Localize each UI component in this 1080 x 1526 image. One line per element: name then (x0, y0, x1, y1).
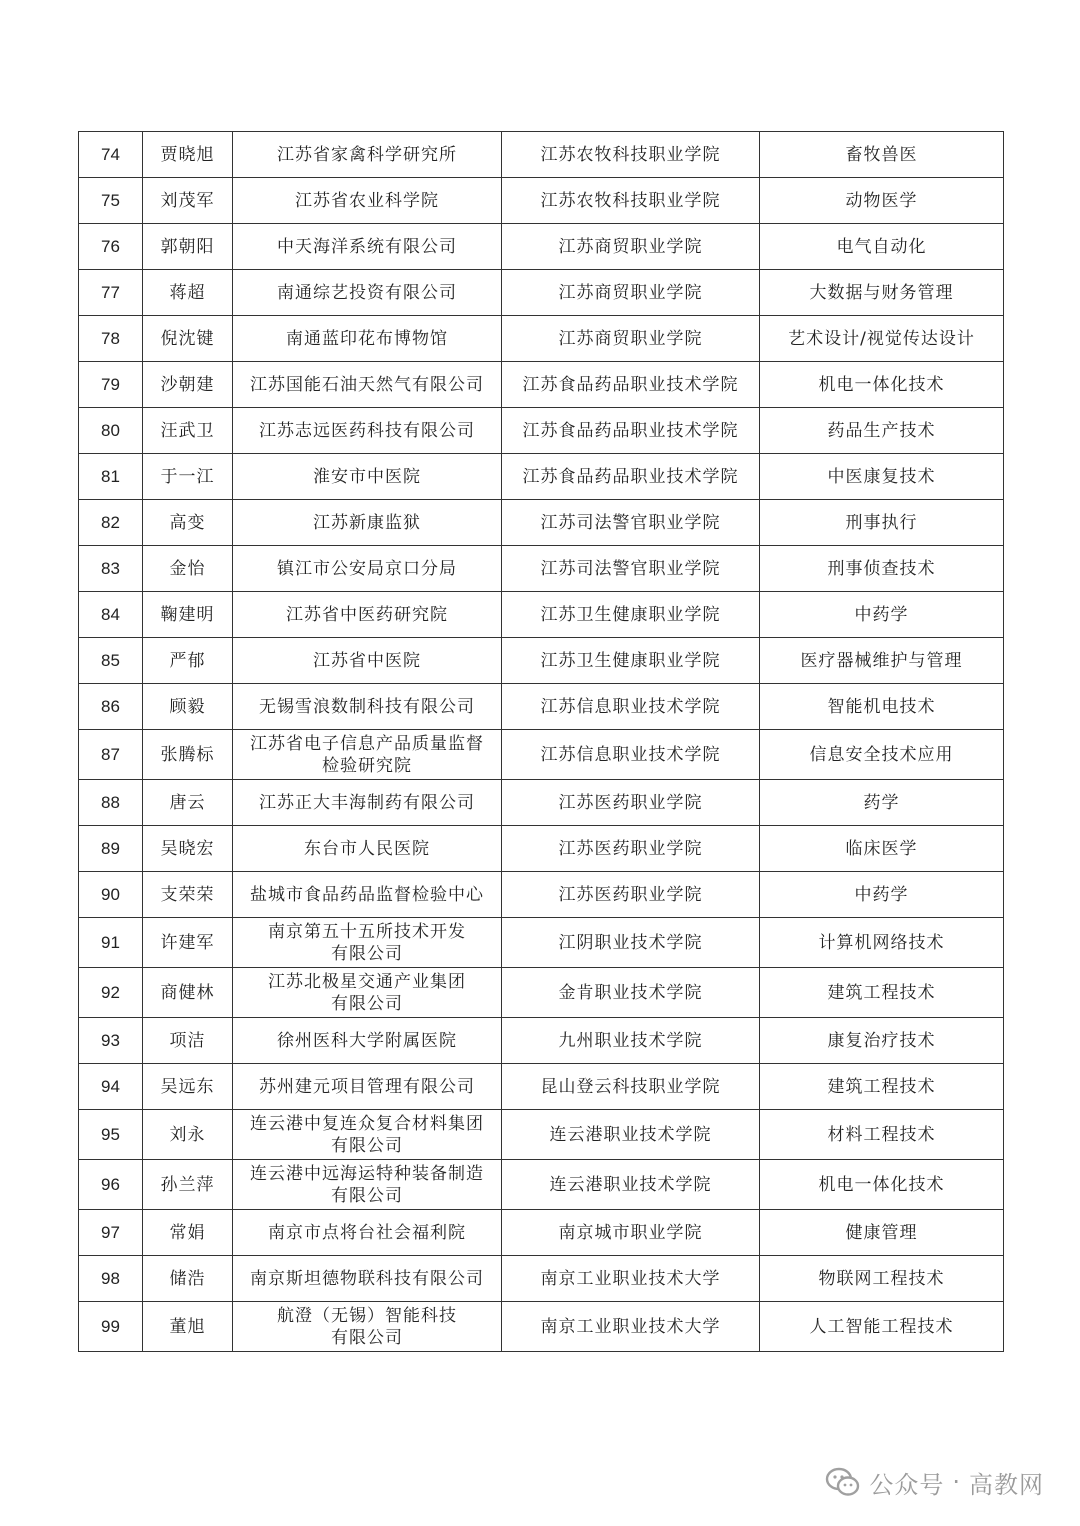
cell-name: 储浩 (143, 1256, 233, 1302)
cell-name: 贾晓旭 (143, 132, 233, 178)
cell-major: 信息安全技术应用 (760, 730, 1004, 780)
table-row (79, 132, 1004, 178)
cell-number: 85 (79, 638, 143, 684)
organization-line: 检验研究院 (322, 755, 412, 776)
cell-organization (233, 270, 502, 316)
cell-major: 畜牧兽医 (760, 132, 1004, 178)
cell-school: 江苏卫生健康职业学院 (502, 638, 760, 684)
table-row (79, 1018, 1004, 1064)
cell-number: 86 (79, 684, 143, 730)
cell-school: 连云港职业技术学院 (502, 1110, 760, 1160)
cell-number: 97 (79, 1210, 143, 1256)
cell-organization (233, 638, 502, 684)
cell-school: 江苏医药职业学院 (502, 780, 760, 826)
cell-major: 临床医学 (760, 826, 1004, 872)
cell-name: 郭朝阳 (143, 224, 233, 270)
cell-number: 95 (79, 1110, 143, 1160)
cell-name: 商健林 (143, 968, 233, 1018)
cell-number: 96 (79, 1160, 143, 1210)
cell-name: 倪沈键 (143, 316, 233, 362)
cell-name: 许建军 (143, 918, 233, 968)
cell-name: 刘茂军 (143, 178, 233, 224)
organization-line: 淮安市中医院 (313, 466, 421, 487)
organization-line: 南通综艺投资有限公司 (277, 282, 457, 303)
cell-school: 金肯职业技术学院 (502, 968, 760, 1018)
organization-line: 江苏正大丰海制药有限公司 (259, 792, 475, 813)
cell-school: 南京城市职业学院 (502, 1210, 760, 1256)
table-row (79, 1110, 1004, 1160)
cell-organization (233, 500, 502, 546)
cell-school: 江苏医药职业学院 (502, 826, 760, 872)
roster-body (79, 132, 1004, 1352)
cell-school: 连云港职业技术学院 (502, 1160, 760, 1210)
table-row (79, 684, 1004, 730)
cell-school: 江苏食品药品职业技术学院 (502, 408, 760, 454)
cell-major: 建筑工程技术 (760, 968, 1004, 1018)
table-row (79, 408, 1004, 454)
table-row (79, 780, 1004, 826)
cell-number: 82 (79, 500, 143, 546)
cell-organization (233, 132, 502, 178)
table-row (79, 316, 1004, 362)
cell-organization (233, 1160, 502, 1210)
cell-number: 99 (79, 1302, 143, 1352)
cell-school: 江苏食品药品职业技术学院 (502, 362, 760, 408)
cell-name: 汪武卫 (143, 408, 233, 454)
cell-number: 76 (79, 224, 143, 270)
cell-major: 材料工程技术 (760, 1110, 1004, 1160)
table-row (79, 826, 1004, 872)
organization-line: 镇江市公安局京口分局 (277, 558, 457, 579)
table-row (79, 592, 1004, 638)
cell-name: 常娟 (143, 1210, 233, 1256)
table-row (79, 454, 1004, 500)
watermark-label: 公众号 (869, 1470, 945, 1499)
cell-organization (233, 1110, 502, 1160)
organization-line: 江苏志远医药科技有限公司 (259, 420, 475, 441)
organization-line: 有限公司 (331, 993, 403, 1014)
cell-name: 项洁 (143, 1018, 233, 1064)
cell-school: 江苏医药职业学院 (502, 872, 760, 918)
cell-major: 人工智能工程技术 (760, 1302, 1004, 1352)
cell-name: 吴远东 (143, 1064, 233, 1110)
organization-line: 徐州医科大学附属医院 (277, 1030, 457, 1051)
cell-school: 南京工业职业技术大学 (502, 1256, 760, 1302)
table-row (79, 1302, 1004, 1352)
table-row (79, 362, 1004, 408)
organization-line: 连云港中远海运特种装备制造 (250, 1163, 484, 1184)
expert-roster-table (78, 131, 1004, 1352)
cell-organization (233, 1064, 502, 1110)
cell-school: 江苏食品药品职业技术学院 (502, 454, 760, 500)
cell-organization (233, 1018, 502, 1064)
organization-line: 南京斯坦德物联科技有限公司 (250, 1268, 484, 1289)
organization-line: 南通蓝印花布博物馆 (286, 328, 448, 349)
table-row (79, 638, 1004, 684)
cell-major: 机电一体化技术 (760, 1160, 1004, 1210)
cell-number: 93 (79, 1018, 143, 1064)
cell-school: 江苏商贸职业学院 (502, 224, 760, 270)
cell-name: 严郁 (143, 638, 233, 684)
organization-line: 有限公司 (331, 1185, 403, 1206)
cell-number: 80 (79, 408, 143, 454)
cell-number: 75 (79, 178, 143, 224)
cell-number: 79 (79, 362, 143, 408)
cell-organization (233, 1210, 502, 1256)
cell-name: 沙朝建 (143, 362, 233, 408)
organization-line: 南京第五十五所技术开发 (268, 921, 466, 942)
cell-name: 吴晓宏 (143, 826, 233, 872)
cell-organization (233, 454, 502, 500)
cell-school: 江苏司法警官职业学院 (502, 546, 760, 592)
cell-major: 医疗器械维护与管理 (760, 638, 1004, 684)
watermark-separator: · (952, 1468, 961, 1496)
cell-number: 87 (79, 730, 143, 780)
cell-school: 江苏商贸职业学院 (502, 316, 760, 362)
table-row (79, 1210, 1004, 1256)
cell-name: 孙兰萍 (143, 1160, 233, 1210)
cell-organization (233, 780, 502, 826)
cell-number: 94 (79, 1064, 143, 1110)
cell-major: 中药学 (760, 592, 1004, 638)
cell-number: 83 (79, 546, 143, 592)
organization-line: 东台市人民医院 (304, 838, 430, 859)
organization-line: 江苏北极星交通产业集团 (268, 971, 466, 992)
cell-major: 中医康复技术 (760, 454, 1004, 500)
cell-organization (233, 730, 502, 780)
organization-line: 盐城市食品药品监督检验中心 (250, 884, 484, 905)
cell-number: 91 (79, 918, 143, 968)
organization-line: 有限公司 (331, 943, 403, 964)
cell-major: 康复治疗技术 (760, 1018, 1004, 1064)
table-row (79, 546, 1004, 592)
cell-major: 机电一体化技术 (760, 362, 1004, 408)
cell-school: 九州职业技术学院 (502, 1018, 760, 1064)
cell-major: 电气自动化 (760, 224, 1004, 270)
cell-organization (233, 918, 502, 968)
cell-name: 蒋超 (143, 270, 233, 316)
cell-major: 刑事执行 (760, 500, 1004, 546)
cell-organization (233, 826, 502, 872)
cell-organization (233, 178, 502, 224)
organization-line: 南京市点将台社会福利院 (268, 1222, 466, 1243)
cell-organization (233, 316, 502, 362)
table-row (79, 178, 1004, 224)
cell-school: 昆山登云科技职业学院 (502, 1064, 760, 1110)
organization-line: 苏州建元项目管理有限公司 (259, 1076, 475, 1097)
cell-school: 江苏司法警官职业学院 (502, 500, 760, 546)
organization-line: 江苏国能石油天然气有限公司 (250, 374, 484, 395)
cell-organization (233, 362, 502, 408)
organization-line: 江苏省家禽科学研究所 (277, 144, 457, 165)
cell-name: 高变 (143, 500, 233, 546)
cell-number: 81 (79, 454, 143, 500)
cell-major: 刑事侦查技术 (760, 546, 1004, 592)
cell-major: 健康管理 (760, 1210, 1004, 1256)
table-row (79, 968, 1004, 1018)
cell-number: 98 (79, 1256, 143, 1302)
cell-school: 江阴职业技术学院 (502, 918, 760, 968)
cell-number: 74 (79, 132, 143, 178)
cell-major: 药学 (760, 780, 1004, 826)
cell-school: 南京工业职业技术大学 (502, 1302, 760, 1352)
cell-organization (233, 408, 502, 454)
organization-line: 航澄（无锡）智能科技 (277, 1305, 457, 1326)
cell-major: 药品生产技术 (760, 408, 1004, 454)
organization-line: 无锡雪浪数制科技有限公司 (259, 696, 475, 717)
cell-name: 刘永 (143, 1110, 233, 1160)
table-row (79, 224, 1004, 270)
organization-line: 江苏省中医院 (313, 650, 421, 671)
cell-name: 张腾标 (143, 730, 233, 780)
cell-number: 89 (79, 826, 143, 872)
cell-number: 84 (79, 592, 143, 638)
cell-organization (233, 872, 502, 918)
cell-major: 计算机网络技术 (760, 918, 1004, 968)
cell-number: 78 (79, 316, 143, 362)
cell-name: 唐云 (143, 780, 233, 826)
cell-major: 物联网工程技术 (760, 1256, 1004, 1302)
cell-number: 88 (79, 780, 143, 826)
cell-major: 艺术设计/视觉传达设计 (760, 316, 1004, 362)
cell-organization (233, 224, 502, 270)
table-row (79, 270, 1004, 316)
table-row (79, 730, 1004, 780)
cell-name: 于一江 (143, 454, 233, 500)
cell-major: 智能机电技术 (760, 684, 1004, 730)
organization-line: 有限公司 (331, 1327, 403, 1348)
cell-number: 90 (79, 872, 143, 918)
cell-school: 江苏卫生健康职业学院 (502, 592, 760, 638)
organization-line: 中天海洋系统有限公司 (277, 236, 457, 257)
cell-organization (233, 546, 502, 592)
organization-line: 连云港中复连众复合材料集团 (250, 1113, 484, 1134)
organization-line: 有限公司 (331, 1135, 403, 1156)
organization-line: 江苏新康监狱 (313, 512, 421, 533)
cell-school: 江苏农牧科技职业学院 (502, 178, 760, 224)
organization-line: 江苏省农业科学院 (295, 190, 439, 211)
table-row (79, 500, 1004, 546)
watermark (825, 1462, 1044, 1502)
cell-school: 江苏农牧科技职业学院 (502, 132, 760, 178)
table-row (79, 1064, 1004, 1110)
table-row (79, 1256, 1004, 1302)
cell-major: 大数据与财务管理 (760, 270, 1004, 316)
organization-line: 江苏省电子信息产品质量监督 (250, 733, 484, 754)
cell-organization (233, 1256, 502, 1302)
watermark-account: 高教网 (969, 1470, 1044, 1499)
table-row (79, 1160, 1004, 1210)
cell-major: 建筑工程技术 (760, 1064, 1004, 1110)
cell-number: 77 (79, 270, 143, 316)
cell-organization (233, 1302, 502, 1352)
cell-organization (233, 592, 502, 638)
table-row (79, 918, 1004, 968)
cell-school: 江苏信息职业技术学院 (502, 730, 760, 780)
cell-name: 顾毅 (143, 684, 233, 730)
cell-name: 董旭 (143, 1302, 233, 1352)
cell-name: 支荣荣 (143, 872, 233, 918)
cell-major: 动物医学 (760, 178, 1004, 224)
table-row (79, 872, 1004, 918)
cell-organization (233, 684, 502, 730)
wechat-icon (825, 1467, 861, 1497)
cell-organization (233, 968, 502, 1018)
cell-name: 鞠建明 (143, 592, 233, 638)
cell-number: 92 (79, 968, 143, 1018)
cell-major: 中药学 (760, 872, 1004, 918)
cell-school: 江苏商贸职业学院 (502, 270, 760, 316)
cell-name: 金怡 (143, 546, 233, 592)
organization-line: 江苏省中医药研究院 (286, 604, 448, 625)
cell-school: 江苏信息职业技术学院 (502, 684, 760, 730)
